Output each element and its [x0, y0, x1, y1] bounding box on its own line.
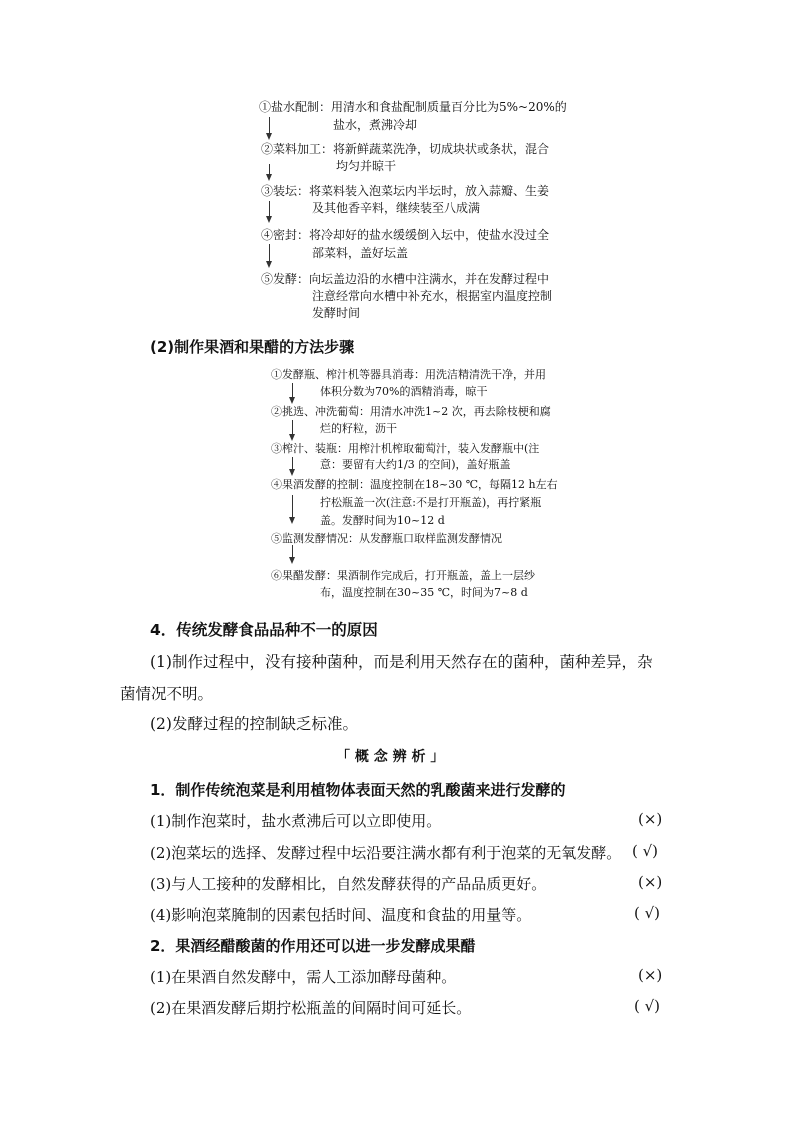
flow-arrow-head — [289, 557, 295, 564]
judgment-item: (2)泡菜坛的选择、发酵过程中坛沿要注满水都有利于泡菜的无氧发酵。 — [150, 844, 622, 862]
judgment-item: (1)在果酒自然发酵中，需人工添加酵母菌种。 — [150, 968, 457, 986]
flow2-step-3-cont: 意：要留有大约1/3 的空间)，盖好瓶盖 — [320, 458, 511, 471]
flow2-step-1-cont: 体积分数为70%的酒精消毒，晾干 — [320, 385, 488, 398]
flow-arrow-head — [266, 216, 272, 223]
section-4-title: 4．传统发酵食品品种不一的原因 — [150, 621, 378, 639]
concept-title: 「 概 念 辨 析 」 — [336, 749, 445, 765]
flow2-step-2-cont: 烂的籽粒，沥干 — [320, 422, 397, 435]
flow2-step-4-cont2: 盖。发酵时间为10~12 d — [320, 514, 445, 527]
flow2-step-1: ①发酵瓶、榨汁机等器具消毒：用洗洁精清洗干净，并用 — [271, 368, 546, 381]
flow2-step-3: ③榨汁、装瓶：用榨汁机榨取葡萄汁，装入发酵瓶中(注 — [271, 442, 540, 455]
judgment-item: (2)在果酒发酵后期拧松瓶盖的间隔时间可延长。 — [150, 999, 472, 1017]
flow1-step-2: ②菜料加工：将新鲜蔬菜洗净，切成块状或条状，混合 — [261, 142, 550, 156]
judgment-mark: ( √) — [634, 997, 661, 1015]
flow1-step-4-cont: 部菜料，盖好坛盖 — [312, 246, 409, 260]
flow2-step-6: ⑥果醋发酵：果酒制作完成后，打开瓶盖，盖上一层纱 — [271, 569, 535, 582]
judgment-item: (3)与人工接种的发酵相比，自然发酵获得的产品品质更好。 — [150, 875, 547, 893]
flow1-step-3-cont: 及其他香辛料，继续装至八成满 — [312, 201, 481, 215]
judgment-mark: (×) — [638, 810, 663, 828]
judgment-mark: ( √) — [632, 842, 659, 860]
section-4-para-1: (1)制作过程中，没有接种菌种，而是利用天然存在的菌种，菌种差异，杂 — [150, 653, 653, 671]
section-2-title: (2)制作果酒和果醋的方法步骤 — [150, 338, 355, 356]
section-4-para-1-cont: 菌情况不明。 — [120, 685, 214, 703]
judgment-q2-title: 2．果酒经醋酸菌的作用还可以进一步发酵成果醋 — [150, 937, 476, 955]
flow2-step-5: ⑤监测发酵情况：从发酵瓶口取样监测发酵情况 — [271, 532, 502, 545]
flow2-step-6-cont: 布，温度控制在30~35 ℃，时间为7~8 d — [320, 586, 528, 599]
judgment-q1-title: 1．制作传统泡菜是利用植物体表面天然的乳酸菌来进行发酵的 — [150, 781, 566, 799]
flow-arrow-head — [266, 261, 272, 268]
flow1-step-5-cont: 注意经常向水槽中补充水，根据室内温度控制 — [312, 289, 553, 303]
judgment-mark: ( √) — [634, 904, 661, 922]
flow1-step-3: ③装坛：将菜料装入泡菜坛内半坛时，放入蒜瓣、生姜 — [261, 184, 550, 198]
judgment-mark: (×) — [638, 873, 663, 891]
flow2-step-4: ④果酒发酵的控制：温度控制在18~30 ℃，每隔12 h左右 — [271, 478, 558, 491]
flow1-step-1-cont: 盐水，煮沸冷却 — [333, 118, 418, 132]
flow1-step-5-cont2: 发酵时间 — [312, 306, 361, 320]
judgment-item: (4)影响泡菜腌制的因素包括时间、温度和食盐的用量等。 — [150, 906, 532, 924]
flow1-step-5: ⑤发酵：向坛盖边沿的水槽中注满水，并在发酵过程中 — [261, 272, 550, 286]
judgment-mark: (×) — [638, 966, 663, 984]
section-4-para-2: (2)发酵过程的控制缺乏标准。 — [150, 715, 358, 733]
flow1-step-2-cont: 均匀并晾干 — [336, 159, 397, 173]
flow1-step-4: ④密封：将冷却好的盐水缓缓倒入坛中，使盐水没过全 — [261, 228, 550, 242]
flow2-step-2: ②挑选、冲洗葡萄：用清水冲洗1~2 次，再去除枝梗和腐 — [271, 405, 551, 418]
flow2-step-4-cont: 拧松瓶盖一次(注意:不是打开瓶盖)，再拧紧瓶 — [320, 496, 542, 509]
flow-arrow-head — [266, 174, 272, 181]
flow-arrow-head — [289, 469, 295, 476]
flow1-step-1: ①盐水配制：用清水和食盐配制质量百分比为5%~20%的 — [259, 100, 567, 114]
judgment-item: (1)制作泡菜时，盐水煮沸后可以立即使用。 — [150, 812, 442, 830]
flow-arrow-head — [266, 133, 272, 140]
flow-arrow-head — [289, 517, 295, 524]
